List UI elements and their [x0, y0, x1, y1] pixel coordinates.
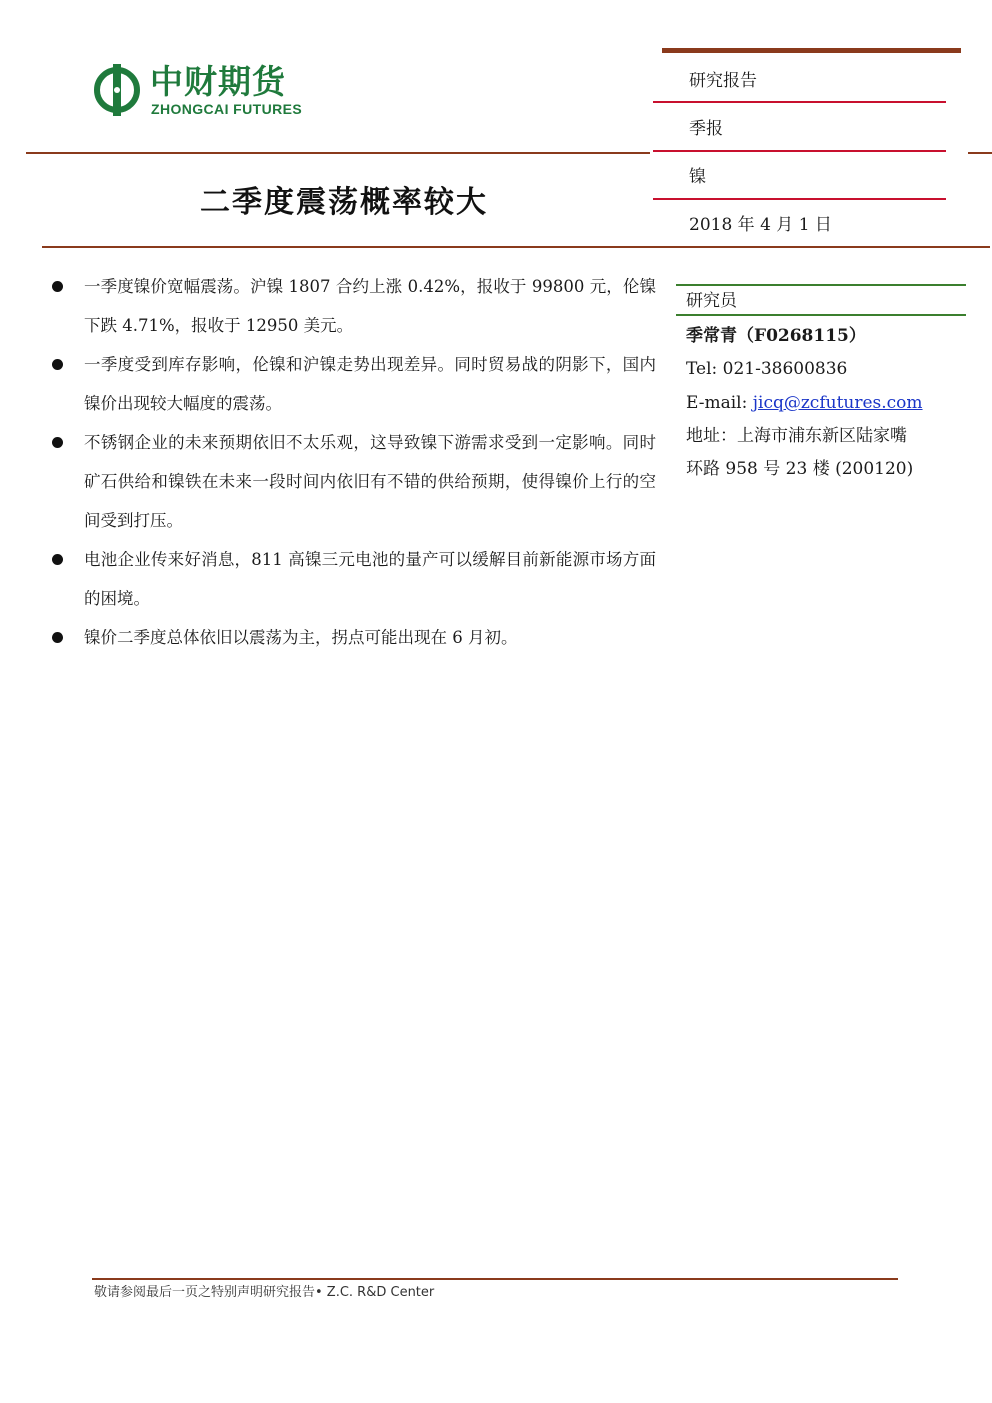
footer-rule — [92, 1278, 898, 1280]
summary-bullets — [48, 267, 656, 657]
header-rule-left — [26, 152, 650, 154]
bullet-text: 不锈钢企业的未来预期依旧不太乐观，这导致镍下游需求受到一定影响。同时矿石供给和镍铁在未来一段时间内依旧有不错的供给预期，使得镍价上行的空间受到打压。 — [84, 433, 656, 530]
tel-label: Tel: — [686, 359, 718, 379]
divider-red-2 — [653, 150, 946, 152]
bullet-text: 一季度镍价宽幅震荡。沪镍 1807 合约上涨 0.42%，报收于 99800 元，伦镍下跌 4.71%，报收于 12950 美元。 — [84, 277, 656, 335]
list-item — [48, 618, 656, 657]
bullet-dot-icon — [52, 281, 63, 292]
bullet-dot-icon — [52, 437, 63, 448]
bullet-text: 镍价二季度总体依旧以震荡为主，拐点可能出现在 6 月初。 — [84, 628, 518, 647]
footer-disclaimer: 敬请参阅最后一页之特别声明研究报告• Z.C. R&D Center — [94, 1285, 435, 1300]
header-rule-right — [968, 152, 992, 154]
researcher-rule-top — [676, 284, 966, 286]
address-line-2: 环路 958 号 23 楼 (200120) — [686, 459, 914, 479]
document-title: 二季度震荡概率较大 — [200, 185, 488, 220]
title-rule — [42, 246, 990, 248]
list-item — [48, 423, 656, 540]
bullet-dot-icon — [52, 359, 63, 370]
list-item — [48, 267, 656, 345]
logo-english-name: ZHONGCAI FUTURES — [151, 101, 303, 117]
researcher-name: 季常青（F0268115） — [686, 326, 866, 346]
logo-chinese-name: 中财期货 — [150, 62, 286, 101]
bullet-text: 电池企业传来好消息，811 高镍三元电池的量产可以缓解目前新能源市场方面的困境。 — [84, 550, 656, 608]
researcher-rule-bottom — [676, 314, 966, 316]
bullet-dot-icon — [52, 632, 63, 643]
top-right-rule — [662, 48, 961, 53]
researcher-email — [686, 391, 923, 415]
researcher-tel — [686, 357, 847, 381]
company-logo — [92, 62, 332, 122]
address-line-1: 地址：上海市浦东新区陆家嘴 — [686, 426, 907, 446]
email-link[interactable]: jicq@zcfutures.com — [752, 393, 923, 413]
report-date: 2018 年 4 月 1 日 — [689, 215, 832, 235]
tel-number: 021-38600836 — [722, 359, 848, 379]
commodity-label: 镍 — [689, 167, 706, 187]
divider-red-1 — [653, 101, 946, 103]
list-item — [48, 540, 656, 618]
email-label: E-mail: — [686, 393, 748, 413]
bullet-dot-icon — [52, 554, 63, 565]
zhongcai-logo-icon — [92, 62, 142, 118]
period-label: 季报 — [689, 119, 723, 139]
divider-red-3 — [653, 198, 946, 200]
list-item — [48, 345, 656, 423]
researcher-heading: 研究员 — [686, 291, 737, 311]
bullet-text: 一季度受到库存影响，伦镍和沪镍走势出现差异。同时贸易战的阴影下，国内镍价出现较大幅度的震荡。 — [84, 355, 656, 413]
report-type-label: 研究报告 — [689, 71, 757, 91]
